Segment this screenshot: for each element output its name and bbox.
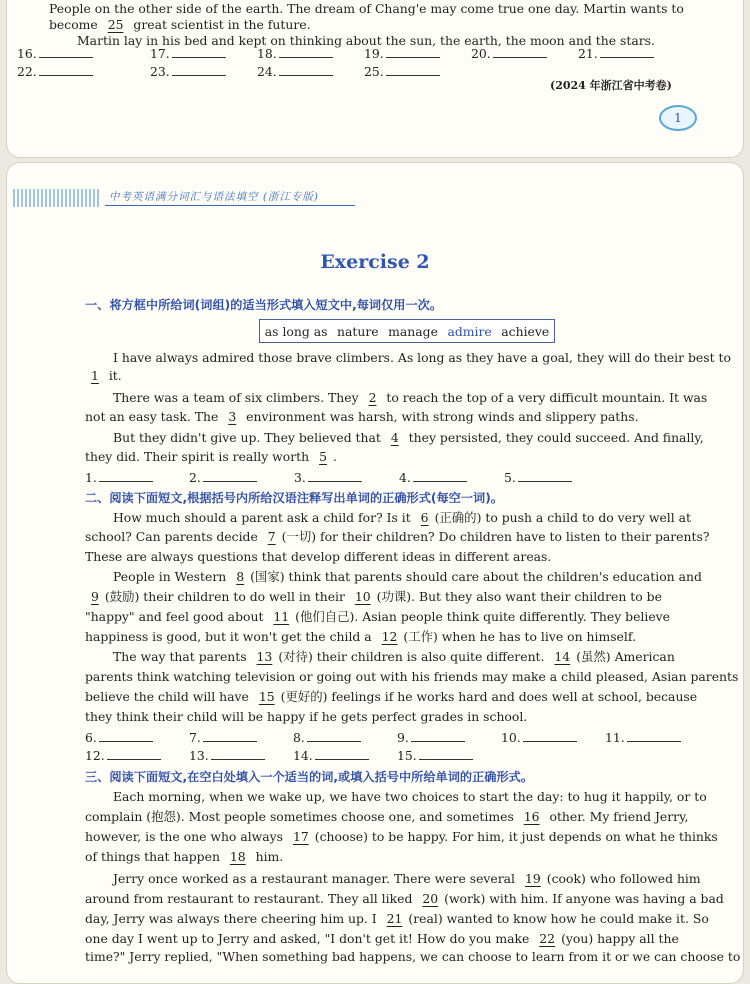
text-line: Jerry once worked as a restaurant manager. There were several 19 (cook) who followed him [113,871,701,886]
text-line: Martin lay in his bed and kept on thinking about the sun, the earth, the moon and the stars. [77,33,655,48]
text-line: around from restaurant to restaurant. They all liked 20 (work) with him. If anyone was having a bad [85,891,724,906]
text-line: believe the child will have 15 (更好的) feelings if he works hard and does well at school, because [85,689,698,704]
text-line: These are always questions that develop different ideas in different areas. [85,549,552,564]
blank-25: 25 [107,17,124,32]
text-line: they think their child will be happy if he gets perfect grades in school. [85,709,528,724]
section-1-heading: 一、将方框中所给词(词组)的适当形式填入短文中,每词仅用一次。 [85,298,443,312]
source-note: (2024 年浙江省中考卷) [550,79,672,92]
book-title: 中考英语满分词汇与语法填空 (浙江专版) [109,191,320,203]
exercise-title: Exercise 2 [320,251,430,273]
text-line: But they didn't give up. They believed that 4 they persisted, they could succeed. And finally, [113,430,704,445]
header-stripes-decoration [13,189,101,207]
text-line: school? Can parents decide 7 (一切) for their children? Do children have to listen to their parents? [85,529,710,544]
text-line: parents think watching television or going out with his friends may make a child pleased, Asian parents [85,669,739,684]
text-line: complain (抱怨). Most people sometimes choose one, and sometimes 16 other. My friend Jerry, [85,809,689,824]
word-option: manage [388,323,438,339]
text-line: How much should a parent ask a child for? Is it 6 (正确的) to push a child to do very well at [113,510,692,525]
text-line: they did. Their spirit is really worth 5 . [85,449,337,464]
page-number: 1 [674,111,682,125]
section-3-heading: 三、阅读下面短文,在空白处填入一个适当的词,或填入括号中所给单词的正确形式。 [85,770,534,784]
text-line: of things that happen 18 him. [85,849,284,864]
text-line: 1 it. [91,368,122,383]
text-line: one day I went up to Jerry and asked, "I don't get it! How do you make 22 (you) happy all the [85,931,679,946]
text-line: 9 (鼓励) their children to do well in their 10 (功课). But they also want their children to be [91,589,662,604]
word-option: achieve [501,323,550,339]
previous-page: People on the other side of the earth. The dream of Chang'e may come true one day. Martin wants to become 25 great scientist in the future. Martin lay in his bed and kept on thinking about the sun, the earth, the moon and the stars. 16. 17. 18. 19. 20. 21. 22. 23. 24. 25. (2024 年浙江省中考卷) 1 [6,0,744,158]
text-line: time?" Jerry replied, "When something bad happens, we can choose to learn from it or we can choose to [85,949,741,964]
word-box [259,319,555,343]
text-line: however, is the one who always 17 (choose) to be happy. For him, it just depends on what he thinks [85,829,718,844]
text-line: "happy" and feel good about 11 (他们自己). Asian people think quite differently. They believe [85,609,670,624]
text-line: There was a team of six climbers. They 2 to reach the top of a very difficult mountain. It was [113,390,708,405]
text-line: I have always admired those brave climbers. As long as they have a goal, they will do their best to [113,350,731,365]
text-line: People in Western 8 (国家) think that parents should care about the children's education and [113,569,702,584]
text-line: The way that parents 13 (对待) their children is also quite different. 14 (虽然) American [113,649,675,664]
text-line: not an easy task. The 3 environment was harsh, with strong winds and slippery paths. [85,409,639,424]
text-line: day, Jerry was always there cheering him up. I 21 (real) wanted to know how he could make it. So [85,911,709,926]
word-option: nature [337,323,379,339]
page-header [11,185,401,207]
section-2-heading: 二、阅读下面短文,根据括号内所给汉语注释写出单词的正确形式(每空一词)。 [85,491,503,505]
page-number-badge [659,105,697,131]
text-line: happiness is good, but it won't get the child a 12 (工作) when he has to live on himself. [85,629,636,644]
text-line: become 25 great scientist in the future. [49,17,311,32]
text-line: Each morning, when we wake up, we have two choices to start the day: to hug it happily, or to [113,789,707,804]
word-option: as long as [264,323,328,339]
exercise-page: 中考英语满分词汇与语法填空 (浙江专版) Exercise 2 一、将方框中所给词(词组)的适当形式填入短文中,每词仅用一次。 as long as nature manage admire achieve I have always admired those brave climbers. As long as they have a goal, they will do their best to 1 it. There was a team of six climbers. They 2 to reach the top of a very difficult mountain. It was not an easy task. The 3 environment was harsh, with strong winds and slippery paths. But they didn't give up. They believed that 4 they persisted, they could succeed. And finally, they did. Their spirit is really worth 5 . 1. 2. 3. 4. 5. 二、阅读下面短文,根据括号内所给汉语注释写出单词的正确形式(每空一词)。 How much should a parent ask a child for? Is it 6 (正确的) to push a child to do very well at school? Can parents decide 7 (一切) for their children? Do children have to listen to their parents? These are always questions that develop different ideas in different areas. People in Western 8 (国家) think that parents should care about the children's education and 9 (鼓励) their children to do well in their 10 (功课). But they also want their children to be "happy" and feel good about 11 (他们自己). Asian people think quite differently. They believe happiness is good, but it won't get the child a 12 (工作) when he has to live on himself. The way that parents 13 (对待) their children is also quite different. 14 (虽然) American parents think watching television or going out with his friends may make a child pleased, Asian parents believe the child will have 15 (更好的) feelings if he works hard and does well at school, because they think their child will be happy if he gets perfect grades in school. 6. 7. 8. 9. 10. 11. 12. 13. 14. 15. 三、阅读下面短文,在空白处填入一个适当的词,或填入括号中所给单词的正确形式。 Each morning, when we wake up, we have two choices to start the day: to hug it happily, or to complain (抱怨). Most people sometimes choose one, and sometimes 16 other. My friend Jerry, however, is the one who always 17 (choose) to be happy. For him, it just depends on what he thinks of things that happen 18 him. Jerry once worked as a restaurant manager. There were several 19 (cook) who followed him around from restaurant to restaurant. They all liked 20 (work) with him. If anyone was having a bad day, Jerry was always there cheering him up. I 21 (real) wanted to know how he could make it. So one day I went up to Jerry and asked, "I don't get it! How do you make 22 (you) happy all the time?" Jerry replied, "When something bad happens, we can choose to learn from it or we can choose to [6,162,744,984]
word-option: admire [447,323,492,339]
text-line: People on the other side of the earth. The dream of Chang'e may come true one day. Martin wants to [49,1,684,16]
header-underline [105,205,355,206]
